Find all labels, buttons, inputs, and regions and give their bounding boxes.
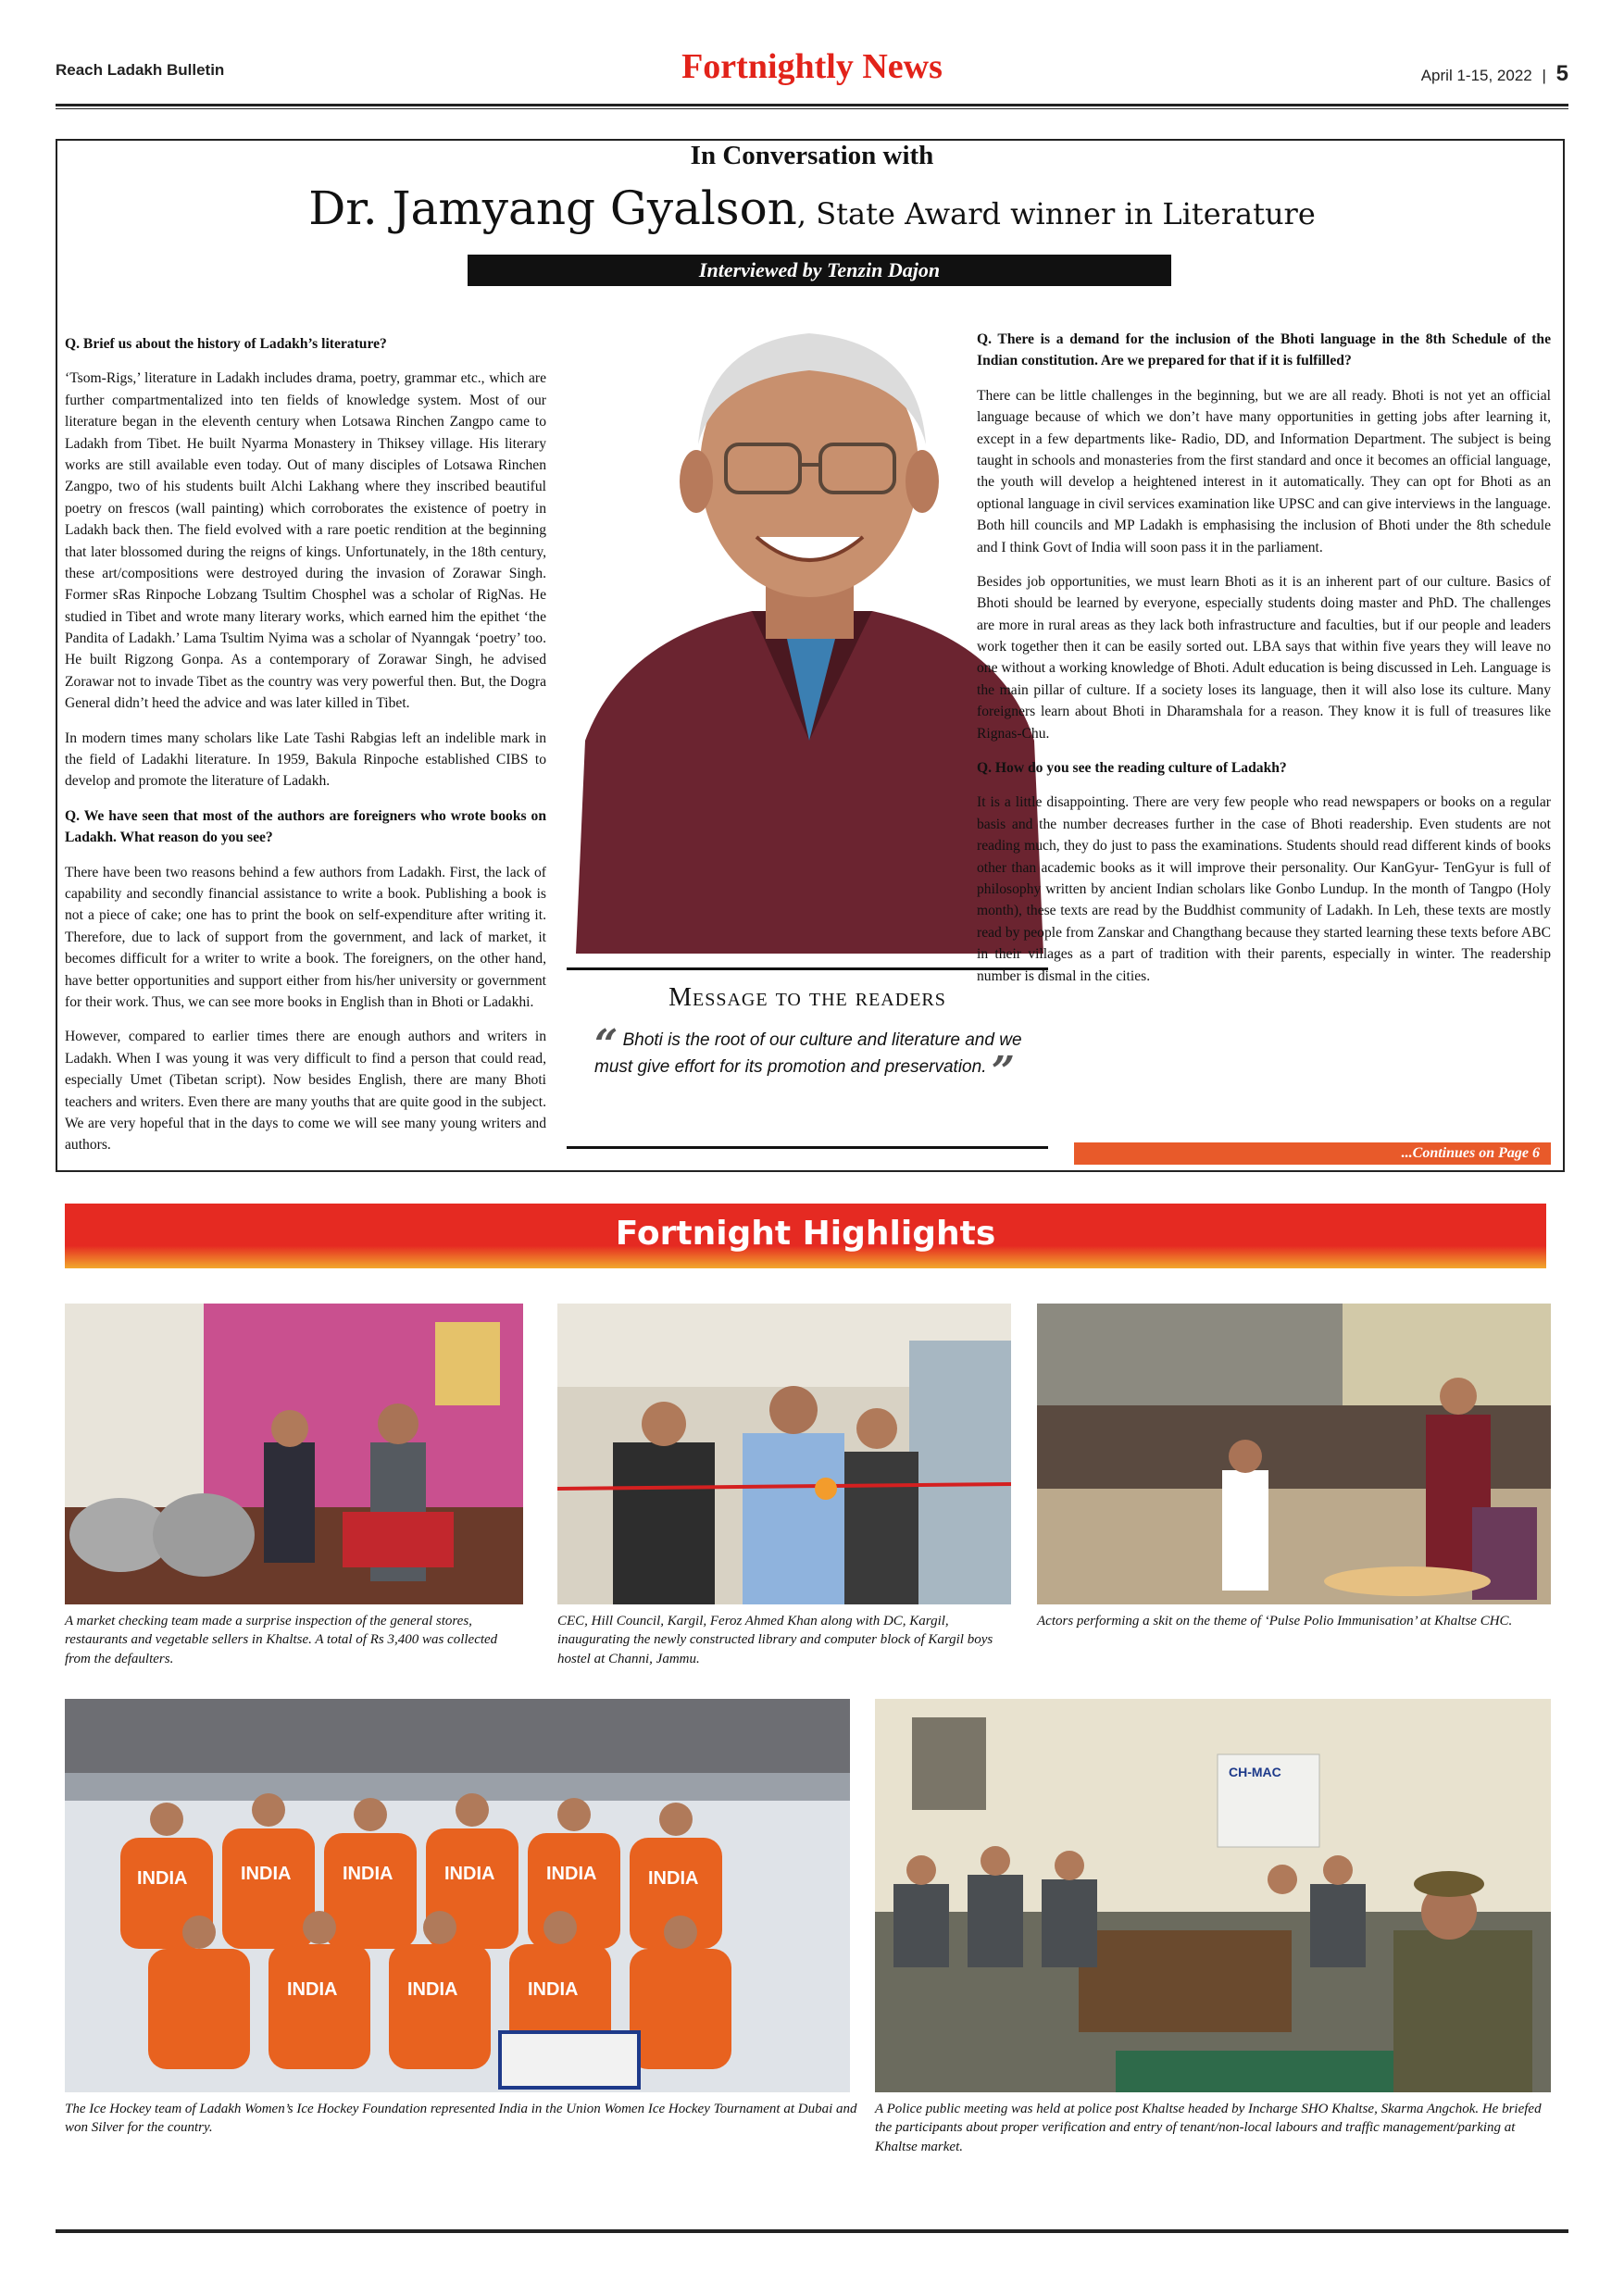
section-title: Fortnightly News [681, 47, 943, 86]
jersey-label: INDIA [287, 1979, 338, 2000]
caption-library-inauguration: CEC, Hill Council, Kargil, Feroz Ahmed Khan along with DC, Kargil, inaugurating the newly constructed library and computer block of Kargil boys hostel at Channi, Jammu. [557, 1614, 993, 1666]
answer: Besides job opportunities, we must learn Bhoti as it is an inherent part of our culture. Basics of Bhoti should be learned by everyone, especially students doing master and PhD. The challenges are more in rural areas as they lack both infrastructure and faculties, but if our people and leaders work together then it can be easily sorted out. LBA says that within five years they will leave no one without a working knowledge of Bhoti. Adult education is being discussed in Leh. Language is the main pillar of culture. If a society loses its language, then it will also lose its culture. Many foreigners learn about Bhoti in Dharamshala for a reason. They know it is full of treasures like Rignas-Chu. [977, 573, 1551, 742]
answer: It is a little disappointing. There are very few people who read newspapers or books on a regular basis and the number decreases further in the case of Bhoti readership. Even students are not reading much, they do just to pass the examinations. Students should read different kinds of books other than academic books as it will improve their personality. Our KanGyur- TenGyur is full of philosophy written by ancient Indian scholars like Gonbo Lundup. In the month of Tangpo (Holy month), these texts are read by the Buddhist community of Ladakh. In Leh, these texts are mostly read by people from Zanskar and Changthang because they started learning these texts before ABC in their villages as a part of tradition with their parents, especially in winter. The readership number is dismal in the cities. [977, 794, 1551, 984]
highlights-heading: Fortnight Highlights [615, 1215, 996, 1253]
page-number: 5 [1555, 61, 1568, 86]
interviewee-name: Dr. Jamyang Gyalson [308, 181, 797, 235]
jersey-label: INDIA [343, 1864, 394, 1884]
date-text: April 1-15, 2022 [1420, 67, 1532, 84]
message-box [567, 967, 1048, 1149]
question: Q. Brief us about the history of Ladakh’s literature? [65, 336, 387, 352]
answer: In modern times many scholars like Late Tashi Rabgias left an indelible mark in the field of Ladakhi literature. In 1959, Bakula Rinpoche established CIBS to develop and promote the literature of Ladakh. [65, 730, 546, 790]
interview-kicker: In Conversation with [690, 141, 934, 170]
photo-library-inauguration [557, 1304, 1011, 1604]
caption-market-inspection: A market checking team made a surprise inspection of the general stores, restaurants and vegetable sellers in Khaltse. A total of Rs 3,400 was collected from the defaulters. [65, 1614, 498, 1666]
caption-police-meeting: A Police public meeting was held at police post Khaltse headed by Incharge SHO Khaltse, Skarma Angchok. He briefed the participants about proper verification and entry of tenant/non-local labours and traffic management/parking at Khaltse market. [875, 2102, 1542, 2154]
photo-police-meeting [875, 1699, 1551, 2092]
question: Q. There is a demand for the inclusion of the Bhoti language in the 8th Schedule of the Indian constitution. Are we prepared for that if it is fulfilled? [977, 331, 1551, 369]
jersey-label: INDIA [546, 1864, 597, 1884]
issue-date [1421, 61, 1568, 87]
message-title: Message to the readers [668, 983, 946, 1012]
separator: | [1542, 67, 1546, 84]
answer: There can be little challenges in the beginning, but we are all ready. Bhoti is not yet an official language because of which we don’t have many opportunities in getting jobs after learning it, except in a few departments like- Radio, DD, and Information Department. The subject is being taught in schools and monasteries from the first standard and once it becomes an official language, the youth will develop a heightened interest in it automatically. They can opt for Bhoti as an optional language in civil services examination like UPSC and can give interviews in the language. Both hill councils and MP Ladakh is emphasising the inclusion of Bhoti under the 8th schedule and I think Govt of India will soon pass it in the parliament. [977, 387, 1551, 555]
publication-name: Reach Ladakh Bulletin [56, 61, 225, 79]
photo-market-inspection [65, 1304, 523, 1604]
close-quote: ” [991, 1047, 1016, 1095]
open-quote: “ [594, 1021, 618, 1068]
jersey-label: INDIA [648, 1868, 699, 1889]
interview-title [0, 181, 1624, 235]
answer: ‘Tsom-Rigs,’ literature in Ladakh includes drama, poetry, grammar etc., which are further compartmentalized into ten fields of knowledge system. Most of our literature began in the eleventh century when Lotsawa Rinchen Zangpo came to Ladakh from Tibet. He built Nyarma Monastery in Thiksey village. His literary works are still available even today. Out of many disciples of Lotsawa Rinchen Zangpo, two of his students built Alchi Lakhang where they inscribed beautiful poetry on frescos (wall painting) which corroborates the existence of poetry in Ladakh back then. The field evolved with a rare poetic rendition at the beginning that later blossomed during the reigns of kings. Unfortunately, in the 18th century, these art/compositions were destroyed during the invasion of Zorawar Singh. Former sRas Rinpoche Lobzang Tsultim Chosphel was a scholar of RigNas. He studied in Tibet and wrote many literary works, which earned him the epithet ‘the Pandita of Ladakh.’ Lama Tsultim Nyima was a scholar of Nyanngak ‘poetry’ too. He built Rigzong Gonpa. As a contemporary of Zorawar Singh, he advised Zorawar not to invade Tibet as the country was very powerful then. But, the Dogra General didn’t heed the advice and was later killed in Tibet. [65, 370, 546, 712]
jersey-label: INDIA [241, 1864, 292, 1884]
photo-ice-hockey-team [65, 1699, 850, 2092]
continues-link[interactable]: ...Continues on Page 6 [1074, 1142, 1551, 1165]
caption-polio-skit: Actors performing a skit on the theme of ‘Pulse Polio Immunisation’ at Khaltse CHC. [1037, 1614, 1513, 1628]
message-quote [594, 1021, 1030, 1095]
answer: However, compared to earlier times there are enough authors and writers in Ladakh. When I was young it was very difficult to find a person that could read, especially Umet (Tibetan script). Now besides English, there are many Bhoti teachers and writers. Even there are many youths that are quite good in the subject. We are very hopeful that in the days to come we will see many young writers and authors. [65, 1029, 546, 1154]
wall-banner-text: CH-MAC [1229, 1765, 1281, 1779]
jersey-label: INDIA [528, 1979, 579, 2000]
interview-right-column [977, 329, 1551, 1000]
header-rule [56, 104, 1568, 106]
byline: Interviewed by Tenzin Dajon [468, 255, 1171, 286]
interviewee-subtitle: , State Award winner in Literature [796, 196, 1316, 231]
jersey-label: INDIA [444, 1864, 495, 1884]
question: Q. How do you see the reading culture of Ladakh? [977, 760, 1287, 777]
photo-polio-skit [1037, 1304, 1551, 1604]
jersey-label: INDIA [137, 1868, 188, 1889]
question: Q. We have seen that most of the authors are foreigners who wrote books on Ladakh. What reason do you see? [65, 807, 546, 846]
caption-ice-hockey: The Ice Hockey team of Ladakh Women’s Ice Hockey Foundation represented India in the Union Women Ice Hockey Tournament at Dubai and won Silver for the country. [65, 2102, 857, 2136]
answer: There have been two reasons behind a few authors from Ladakh. First, the lack of capability and secondly financial assistance to write a book. Publishing a book is not a piece of cake; one has to print the book on self-expenditure after writing it. Therefore, due to lack of support from the government, and lack of market, it becomes difficult for a writer to write a book. The foreigners, on the other hand, have better opportunities and support either from his/her university or government for their work. Thus, we can see more books in English than in Bhoti or Ladakhi. [65, 864, 546, 1010]
jersey-label: INDIA [407, 1979, 458, 2000]
interview-left-column [65, 333, 546, 1169]
footer-rule [56, 2229, 1568, 2233]
header-rule-thin [56, 108, 1568, 109]
message-text: Bhoti is the root of our culture and literature and we must give effort for its promotion and preservation. [594, 1030, 1022, 1077]
highlights-banner [65, 1204, 1546, 1268]
